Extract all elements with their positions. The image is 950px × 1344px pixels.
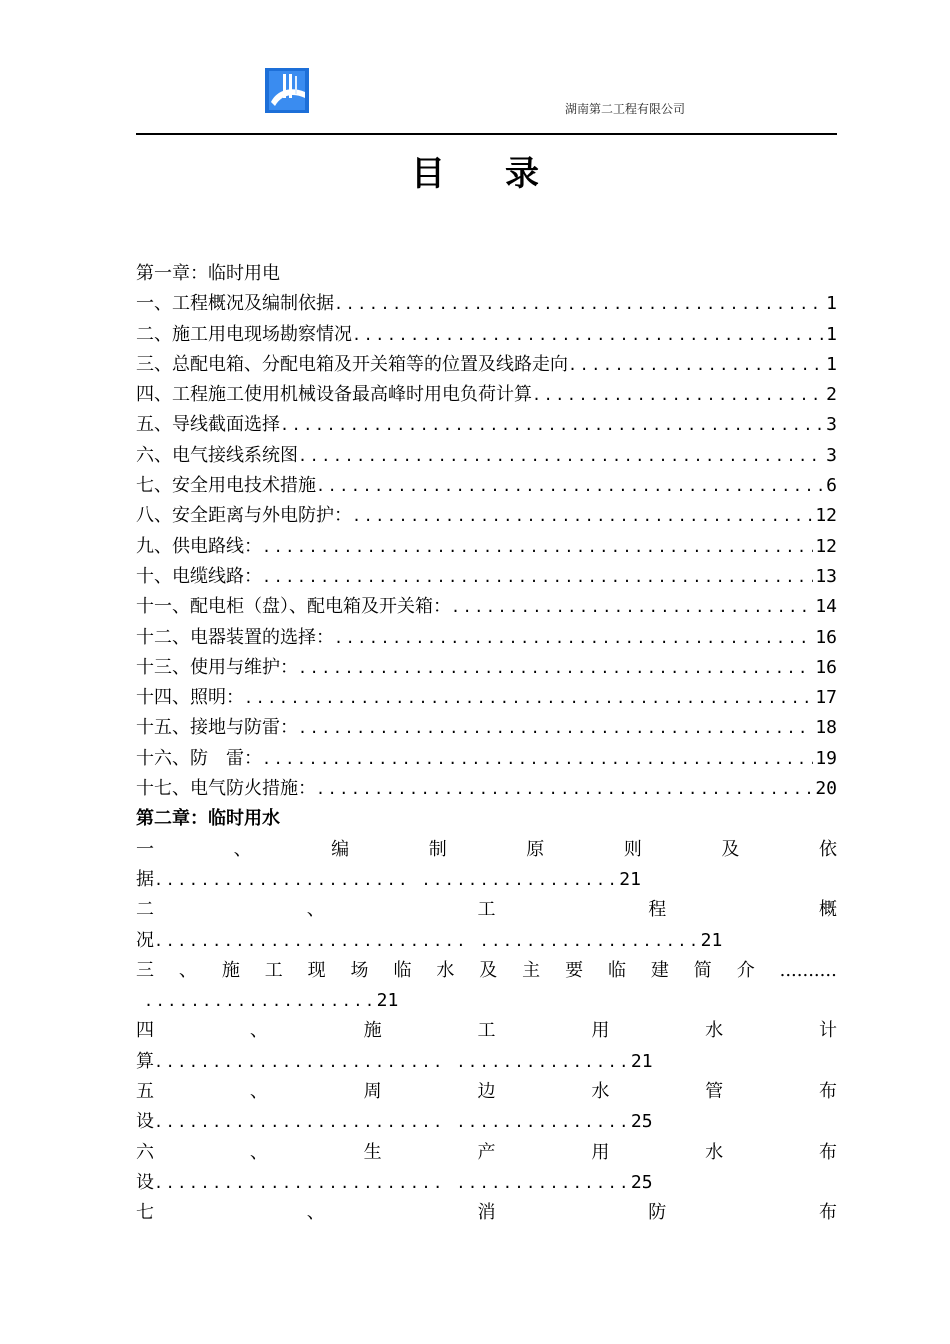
- chapter-2-entries: [136, 835, 837, 1229]
- page-title: [0, 146, 950, 195]
- toc-entry-char: 四: [136, 1020, 154, 1042]
- toc-entry-tail: 况: [136, 929, 154, 951]
- chapter-2-heading: 第二章：临时用水: [136, 808, 280, 830]
- toc-entry-page: 21: [619, 868, 641, 890]
- toc-dot-leader: ........................... ...................: [154, 931, 701, 950]
- toc-entry-page: 13: [815, 565, 837, 587]
- toc-entry-title: 十五、接地与防雷：: [136, 717, 298, 739]
- chapter-1-heading: 第一章：临时用电: [136, 263, 280, 284]
- toc-entry-page: 1: [826, 293, 837, 315]
- toc-entry-char: 原: [526, 838, 545, 860]
- toc-entry-tail: 算: [136, 1050, 154, 1072]
- toc-entry-char: 二: [136, 899, 154, 921]
- toc-entry-char: 及: [721, 838, 740, 860]
- toc-entry-char: 布: [818, 1081, 837, 1103]
- toc-entry-char: ..........: [779, 959, 837, 981]
- toc-entry-page: 3: [826, 444, 837, 466]
- toc-entry-page: 19: [815, 747, 837, 769]
- toc-entry-char: 主: [522, 959, 541, 981]
- toc-entry-char: 消: [477, 1202, 496, 1224]
- toc-entry-char: 施: [363, 1020, 382, 1042]
- toc-entry[interactable]: [136, 380, 837, 410]
- toc-entry[interactable]: [136, 441, 837, 471]
- toc-entry-char: 、: [306, 899, 325, 921]
- toc-entry-continuation: [136, 926, 837, 956]
- toc-entry-tail: 据: [136, 868, 154, 890]
- toc-entry-page: 21: [630, 1050, 653, 1072]
- toc-entry-continuation: [136, 1047, 837, 1077]
- toc-entry-page: 16: [815, 626, 837, 648]
- toc-dot-leader: [280, 410, 824, 440]
- toc-entry-char: 及: [479, 959, 498, 981]
- toc-entry-char: 依: [818, 838, 837, 860]
- toc-entry-char: 用: [591, 1141, 610, 1163]
- toc-dot-leader: [316, 774, 813, 804]
- toc-entry-char: 管: [705, 1081, 724, 1103]
- toc-entry-title: 十、电缆线路：: [136, 565, 262, 587]
- toc-entry-title: 八、安全距离与外电防护：: [136, 505, 352, 527]
- toc-dot-leader: [244, 683, 813, 713]
- toc-entry-char: 水: [705, 1020, 724, 1042]
- toc-entry-char: 、: [249, 1020, 268, 1042]
- toc-entry-char: 临: [393, 959, 412, 981]
- toc-entry-title: 十四、照明：: [136, 687, 244, 709]
- toc-entry-char: 场: [350, 959, 369, 981]
- toc-entry-page: 3: [826, 414, 837, 436]
- toc-entry-page: 25: [630, 1171, 653, 1193]
- toc-dot-leader: [451, 592, 813, 622]
- toc-entry-title: 二、施工用电现场勘察情况: [136, 323, 352, 345]
- toc-dot-leader: [352, 320, 824, 350]
- toc-entry-title: 六、电气接线系统图: [136, 444, 298, 466]
- toc-entry-char: 、: [306, 1202, 325, 1224]
- toc-entry-char: 制: [428, 838, 447, 860]
- toc-entry-justified[interactable]: [136, 1077, 837, 1107]
- toc-entry-char: 七: [136, 1202, 154, 1224]
- toc-dot-leader: ......................... ...............: [154, 1113, 631, 1132]
- toc-dot-leader: [316, 471, 824, 501]
- toc-entry-title: 三、总配电箱、分配电箱及开关箱等的位置及线路走向: [136, 353, 568, 375]
- toc-dot-leader: [298, 441, 824, 471]
- toc-entry-char: 防: [648, 1202, 667, 1224]
- toc-dot-leader: ......................... ...............: [154, 1173, 631, 1192]
- toc-entry[interactable]: [136, 683, 837, 713]
- toc-entry[interactable]: [136, 713, 837, 743]
- toc-entry-char: 工: [477, 1020, 496, 1042]
- toc-entry-page: 21: [700, 929, 723, 951]
- toc-entry[interactable]: [136, 501, 837, 531]
- toc-entry[interactable]: [136, 774, 837, 804]
- toc-entry-page: 14: [815, 596, 837, 618]
- company-logo-icon: [265, 68, 309, 113]
- toc-entry-page: 1: [826, 353, 837, 375]
- toc-entry-page: 2: [826, 384, 837, 406]
- toc-entry-justified[interactable]: [136, 835, 837, 865]
- toc-entry-char: 水: [591, 1081, 610, 1103]
- toc-entry-title: 一、工程概况及编制依据: [136, 293, 334, 315]
- toc-entry[interactable]: [136, 320, 837, 350]
- toc-entry-title: 十三、使用与维护：: [136, 656, 298, 678]
- toc-entry-char: 则: [623, 838, 642, 860]
- toc-entry-justified[interactable]: [136, 1138, 837, 1168]
- toc-entry-page: 16: [815, 656, 837, 678]
- toc-entry-page: 12: [815, 535, 837, 557]
- toc-entry-tail: 设: [136, 1171, 154, 1193]
- toc-entry-title: 十七、电气防火措施：: [136, 778, 316, 800]
- toc-entry-page: 12: [815, 505, 837, 527]
- toc-entry-char: 介: [736, 959, 755, 981]
- toc-entry-page: 1: [826, 323, 837, 345]
- toc-entry-continuation: [136, 865, 837, 895]
- toc-entry[interactable]: [136, 289, 837, 319]
- toc-entry-char: 水: [436, 959, 455, 981]
- toc-dot-leader: [334, 623, 813, 653]
- toc-entry-char: 六: [136, 1141, 154, 1163]
- toc-entry-char: 临: [607, 959, 626, 981]
- toc-entry-page: 17: [815, 687, 837, 709]
- company-name: 湖南第二工程有限公司: [565, 102, 686, 116]
- toc-dot-leader: [298, 653, 813, 683]
- toc-entry-char: 施: [221, 959, 240, 981]
- toc-entry-char: 计: [818, 1020, 837, 1042]
- toc-entry-char: 布: [819, 1202, 837, 1224]
- toc-entry-char: 、: [233, 838, 252, 860]
- toc-dot-leader: ....................: [144, 992, 377, 1011]
- toc-entry-title: 十二、电器装置的选择：: [136, 626, 334, 648]
- chapter-1-entries: [136, 289, 837, 804]
- toc-entry-justified[interactable]: [136, 895, 837, 925]
- title-char-1: 目: [411, 154, 445, 194]
- toc-entry-char: 、: [249, 1081, 268, 1103]
- toc-entry-title: 七、安全用电技术措施: [136, 475, 316, 497]
- toc-entry-page: 20: [815, 778, 837, 800]
- table-of-contents: [136, 259, 837, 1229]
- toc-entry-continuation: [136, 986, 837, 1016]
- toc-entry-char: 一: [136, 838, 154, 860]
- toc-entry-tail: 设: [136, 1111, 154, 1133]
- toc-entry-char: 周: [363, 1081, 382, 1103]
- toc-entry-char: 用: [591, 1020, 610, 1042]
- toc-entry-char: 五: [136, 1081, 154, 1103]
- toc-entry-char: 要: [565, 959, 584, 981]
- toc-entry-page: 6: [826, 475, 837, 497]
- title-char-2: 录: [505, 154, 539, 194]
- toc-entry-title: 十一、配电柜（盘）、配电箱及开关箱：: [136, 596, 451, 618]
- toc-entry-char: 水: [705, 1141, 724, 1163]
- toc-dot-leader: [262, 562, 813, 592]
- toc-entry[interactable]: [136, 532, 837, 562]
- toc-entry[interactable]: [136, 592, 837, 622]
- toc-dot-leader: [298, 713, 813, 743]
- toc-entry[interactable]: [136, 471, 837, 501]
- toc-entry-char: 建: [650, 959, 669, 981]
- toc-entry-char: 产: [477, 1141, 496, 1163]
- toc-entry-char: 概: [819, 899, 837, 921]
- toc-entry-justified[interactable]: [136, 956, 837, 986]
- toc-entry-char: 布: [818, 1141, 837, 1163]
- toc-entry-char: 三: [136, 959, 154, 981]
- toc-entry[interactable]: [136, 623, 837, 653]
- toc-entry-continuation: [136, 1107, 837, 1137]
- toc-entry-title: 九、供电路线：: [136, 535, 262, 557]
- header-divider: [136, 133, 837, 135]
- toc-entry[interactable]: [136, 653, 837, 683]
- toc-entry-char: 编: [331, 838, 350, 860]
- toc-entry-title: 十六、防 雷：: [136, 747, 262, 769]
- toc-dot-leader: [352, 501, 813, 531]
- toc-entry[interactable]: [136, 744, 837, 774]
- toc-entry-justified[interactable]: [136, 1016, 837, 1046]
- toc-dot-leader: [262, 744, 813, 774]
- toc-entry-char: 、: [178, 959, 197, 981]
- toc-entry[interactable]: [136, 350, 837, 380]
- toc-entry-title: 四、工程施工使用机械设备最高峰时用电负荷计算: [136, 384, 532, 406]
- toc-entry-page: 18: [815, 717, 837, 739]
- toc-dot-leader: [262, 532, 813, 562]
- toc-entry-char: 工: [264, 959, 283, 981]
- toc-entry-char: 工: [477, 899, 496, 921]
- toc-entry[interactable]: [136, 410, 837, 440]
- toc-entry-continuation: [136, 1168, 837, 1198]
- toc-entry-page: 21: [376, 990, 399, 1012]
- toc-dot-leader: [568, 350, 824, 380]
- toc-entry-page: 25: [630, 1111, 653, 1133]
- toc-dot-leader: ......................... ...............: [154, 1052, 631, 1071]
- toc-entry-justified[interactable]: [136, 1198, 837, 1228]
- toc-entry-char: 现: [307, 959, 326, 981]
- toc-entry-char: 生: [363, 1141, 382, 1163]
- toc-entry[interactable]: [136, 562, 837, 592]
- toc-entry-char: 简: [693, 959, 712, 981]
- toc-dot-leader: ...................... .................: [154, 870, 620, 889]
- toc-entry-title: 五、导线截面选择: [136, 414, 280, 436]
- toc-entry-char: 、: [249, 1141, 268, 1163]
- toc-dot-leader: [334, 289, 824, 319]
- toc-entry-char: 程: [648, 899, 667, 921]
- toc-entry-char: 边: [477, 1081, 496, 1103]
- toc-dot-leader: [532, 380, 824, 410]
